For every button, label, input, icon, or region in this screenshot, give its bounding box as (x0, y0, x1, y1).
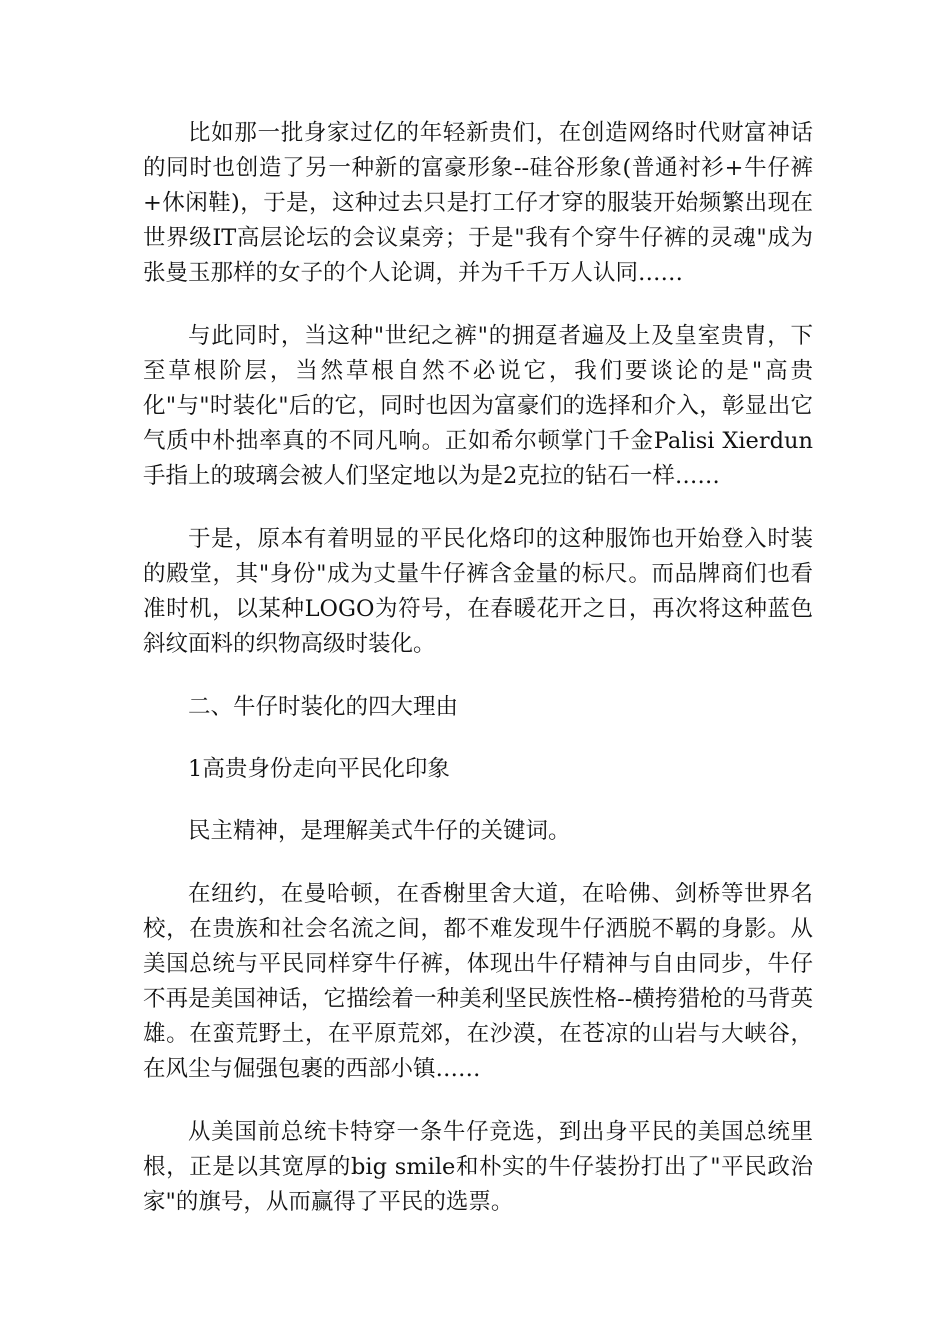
subsection-heading: 1高贵身份走向平民化印象 (188, 756, 450, 782)
paragraph-presidents: 从美国前总统卡特穿一条牛仔竞选，到出身平民的美国总统里根，正是以其宽厚的big smile和朴实的牛仔装扮打出了"平民政治家"的旗号，从而赢得了平民的选票。 (143, 1119, 813, 1215)
paragraph-century-trousers: 与此同时，当这种"世纪之裤"的拥趸者遍及上及皇室贵胄，下至草根阶层，当然草根自然不必说它，我们要谈论的是"高贵化"与"时装化"后的它，同时也因为富豪们的选择和介入，彰显出它气质中朴拙率真的不同凡响。正如希尔顿掌门千金Palisi Xierdun手指上的玻璃会被人们坚定地以为是2克拉的钻石一样…… (143, 323, 813, 489)
section-heading: 二、牛仔时装化的四大理由 (188, 694, 459, 720)
paragraph-silicon-valley-image: 比如那一批身家过亿的年轻新贵们，在创造网络时代财富神话的同时也创造了另一种新的富豪形象--硅谷形象(普通衬衫+牛仔裤+休闲鞋)，于是，这种过去只是打工仔才穿的服装开始频繁出现在世界级IT高层论坛的会议桌旁；于是"我有个穿牛仔裤的灵魂"成为张曼玉那样的女子的个人论调，并为千千万人认同…… (143, 120, 813, 286)
paragraph-democratic-spirit: 民主精神，是理解美式牛仔的关键词。 (188, 818, 571, 844)
document-body (143, 116, 813, 1248)
paragraph-new-york: 在纽约，在曼哈顿，在香榭里舍大道，在哈佛、剑桥等世界名校，在贵族和社会名流之间，都不难发现牛仔洒脱不羁的身影。从美国总统与平民同样穿牛仔裤，体现出牛仔精神与自由同步，牛仔不再是美国神话，它描绘着一种美利坚民族性格--横挎猎枪的马背英雄。在蛮荒野土，在平原荒郊，在沙漠，在苍凉的山岩与大峡谷，在风尘与倔强包裹的西部小镇…… (143, 881, 813, 1082)
paragraph-fashion-hall: 于是，原本有着明显的平民化烙印的这种服饰也开始登入时装的殿堂，其"身份"成为丈量牛仔裤含金量的标尺。而品牌商们也看准时机，以某种LOGO为符号，在春暖花开之日，再次将这种蓝色斜纹面料的织物高级时装化。 (143, 526, 813, 657)
